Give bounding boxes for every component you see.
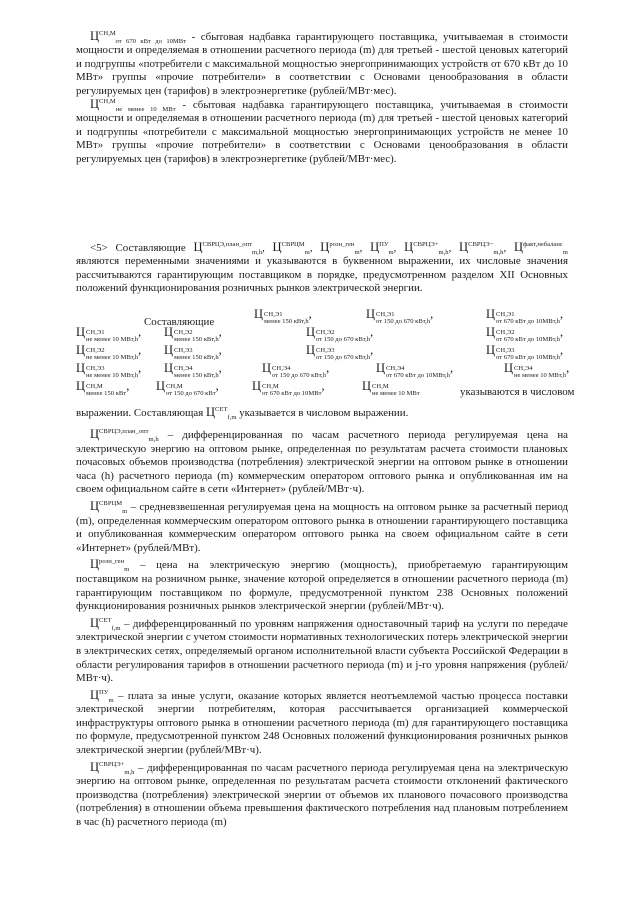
components-grid — [76, 308, 568, 382]
note-marker: <5> — [90, 242, 108, 254]
grid-symbol: Ц СН,Э4 от 150 до 670 кВт,h , — [262, 361, 330, 379]
definition-text: – плата за иные услуги, оказание которых является неотъемлемой частью процесса поставки электрической энергии потребителям, которая рассчитывается организацией коммерческой инфраструктуры оптового рынка в отношении расчетного периода (m) для гарантирующего поставщика по формуле, предусмотренной пунктом 248 Основных положений функционирования розничных рынков электрической энергии (рублей/МВт·ч). — [76, 689, 568, 757]
definition-text: – дифференцированная по часам расчетного периода регулируемая цена на электрическую энергию на оптовом рынке, определенная по результатам расчета стоимости плановых почасовых объемов производства (потребления) электрической энергии на оптовом рынке в отношении часа (h) расчетного периода (m) коммерческим оператором оптового рынка и опубликованная им на своем официальном сайте в сети «Интернет» (рублей/МВт·ч). — [76, 429, 568, 496]
grid-symbol: Ц СН,Э4 от 670 кВт до 10МВт,h , — [376, 361, 454, 379]
grid-symbol: Ц СН,Э1 не менее 10 МВт,h , — [76, 325, 142, 343]
definition-text: – дифференцированная по часам расчетного периода регулируемая цена на электрическую энергию на оптовом рынке, определенная по результатам расчета стоимости отклонений фактического производства (потребления) электрической энергии от объемов их планового почасового производства (потребления) в отношении объема превышения фактического потребления над плановым потреблением в час (h) расчетного периода (m) — [76, 761, 568, 829]
formula-symbol: $Ц^{СВРЦМ}_m$ — [90, 498, 128, 515]
formula-symbol: $Ц^{ПУ}_m$ — [90, 687, 114, 704]
grid-symbol: Ц СН,Э1 от 670 кВт до 10МВт,h , — [486, 307, 564, 325]
definition-paragraph — [76, 500, 568, 555]
definitions-bottom — [76, 428, 568, 830]
note-5-lead: <5> Составляющие $Ц^{СВРЦЭ,план\_опт}_{m,h}$, $Ц^{СВРЦМ}_m$, $Ц^{розн\_ген}_m$, $Ц^{ПУ}_m$, $Ц^{СВРЦЭ+}_{m,h}$, $Ц^{СВРЦЭ-}_{m,h}$, $Ц^{факт,небаланс}_m$ являются переменными значениями и указываются в буквенном выражении, их числовые значения рассчитываются гарантирующим поставщиком в порядке, предусмотренном разделом XII Основных положений функционирования розничных рынков электрической энергии. — [76, 240, 568, 295]
definition-paragraph — [76, 98, 568, 166]
grid-symbol: Ц СН,Э1 от 150 до 670 кВт,h , — [366, 307, 434, 325]
grid-symbol: Ц СН,Э3 от 150 до 670 кВт,h , — [306, 343, 374, 361]
formula-symbol: $Ц^{СВРЦЭ+}_{m,h}$ — [90, 759, 135, 776]
definition-text: - сбытовая надбавка гарантирующего поставщика, учитываемая в стоимости мощности и определяемая в отношении расчетного периода (m) для третьей - шестой ценовых категорий и подгруппы «потребители с максимальной мощностью энергопринимающих устройств не менее 10 МВт» группы «прочие потребители» в соответствии с Основами ценообразования в области регулируемых цен (тарифов) в электроэнергетике (рублей/МВт·мес). — [76, 99, 568, 165]
definition-text: - сбытовая надбавка гарантирующего поставщика, учитываемая в стоимости мощности и определяемая в отношении расчетного периода (m) для третьей - шестой ценовых категорий и подгруппы «потребители с максимальной мощностью энергопринимающих устройств от 670 кВт до 10 МВт» группы «прочие потребители» в соответствии с Основами ценообразования в области регулируемых цен (тарифов) в электроэнергетике (рублей/МВт·мес). — [76, 31, 568, 97]
components-lead: Составляющие — [144, 316, 215, 328]
grid-symbol: Ц СН,Э2 менее 150 кВт,h , — [164, 325, 222, 343]
formula-symbol: $Ц^{СВРЦЭ-}_{m,h}$ — [459, 240, 504, 256]
definition-text: – средневзвешенная регулируемая цена на мощность на оптовом рынке за расчетный период (m), определенная коммерческим оператором оптового рынка в отношении гарантирующего поставщика и опубликованная коммерческим оператором оптового рынка на своем официальном сайте в сети «Интернет» (рублей/МВт). — [76, 500, 568, 554]
grid-symbol: Ц СН,Э3 менее 150 кВт,h , — [164, 343, 222, 361]
grid-symbol: Ц СН,Э2 от 670 кВт до 10МВт,h , — [486, 325, 564, 343]
formula-symbol: $Ц^{СВРЦЭ,план\_опт}_{m,h}$ — [90, 427, 159, 443]
grid-tail-text: указываются в числовом — [460, 386, 575, 398]
grid-symbol: Ц СН,Э3 от 670 кВт до 10МВт,h , — [486, 343, 564, 361]
grid-symbol: Ц СН,Э2 от 150 до 670 кВт,h , — [306, 325, 374, 343]
grid-symbol: Ц СН,Э4 менее 150 кВт,h , — [164, 361, 222, 379]
formula-symbol: $Ц^{розн\_ген}_m$ — [320, 240, 360, 256]
definition-paragraph — [76, 428, 568, 497]
grid-symbol: Ц СН,Э4 не менее 10 МВт,h , — [504, 361, 570, 379]
note-5 — [76, 241, 568, 296]
formula-symbol: $Ц^{СЕТ}_{f,m}$ — [205, 405, 237, 421]
components-grid-last-row — [76, 379, 575, 400]
definitions-top — [76, 30, 568, 166]
formula-symbol: $Ц^{СВРЦЭ+}_{m,h}$ — [404, 240, 449, 256]
formula-symbol: $Ц^{факт,небаланс}_m$ — [513, 240, 568, 256]
note-5-closing: выражении. Составляющая $Ц^{СЕТ}_{f,m}$ указывается в числовом выражении. — [76, 405, 409, 421]
note-5-text: являются переменными значениями и указываются в буквенном выражении, их числовые значения рассчитываются гарантирующим поставщиком в порядке, предусмотренном разделом XII Основных положений функционирования розничных рынков электрической энергии. — [76, 255, 568, 295]
definition-paragraph — [76, 558, 568, 613]
definition-paragraph — [76, 761, 568, 830]
formula-symbol: $Ц^{СВРЦМ}_m$ — [272, 240, 310, 256]
grid-symbol: Ц СН,М не менее 10 МВт — [362, 379, 420, 397]
formula-symbol: $Ц^{СН,М}_{не менее 10 МВт}$ — [90, 97, 176, 114]
grid-symbol: Ц СН,Э1 менее 150 кВт,h , — [254, 307, 312, 325]
definition-text: – цена на электрическую энергию (мощность), приобретаемую гарантирующим поставщиком на розничном рынке, значение которой определяется в отношении расчетного периода (m) гарантирующим поставщиком по формуле, предусмотренной пунктом 238 Основных положений функционирования розничных рынков электрической энергии (рублей/МВт·ч). — [76, 559, 568, 613]
grid-symbol: Ц СН,Э2 не менее 10 МВт,h , — [76, 343, 142, 361]
definition-paragraph — [76, 617, 568, 686]
grid-symbol: Ц СН,М менее 150 кВт , — [76, 379, 130, 397]
formula-symbol: $Ц^{СН,М}_{от 670 кВт до 10МВт}$ — [90, 29, 187, 45]
formula-symbol: $Ц^{СЕТ}_{f,m}$ — [90, 615, 121, 632]
grid-symbol: Ц СН,Э3 не менее 10 МВт,h , — [76, 361, 142, 379]
formula-symbol: $Ц^{розн\_ген}_m$ — [90, 557, 130, 574]
definition-text: – дифференцированный по уровням напряжения одноставочный тариф на услуги по передаче электрической энергии с учетом стоимости нормативных технологических потерь электрической энергии в электрических сетях, определяемый органом исполнительной власти субъекта Российской Федерации в области регулирования тарифов в отношении расчетного периода (m) и j-го уровня напряжения (рублей/МВт·ч). — [76, 617, 568, 685]
grid-symbol: Ц СН,М от 150 до 670 кВт , — [156, 379, 219, 397]
formula-symbol: $Ц^{СВРЦЭ,план\_опт}_{m,h}$ — [193, 240, 263, 256]
definition-paragraph — [76, 689, 568, 758]
grid-symbol: Ц СН,М от 670 кВт до 10МВт , — [252, 379, 325, 397]
formula-symbol: $Ц^{ПУ}_m$ — [370, 240, 394, 256]
definition-paragraph — [76, 30, 568, 98]
